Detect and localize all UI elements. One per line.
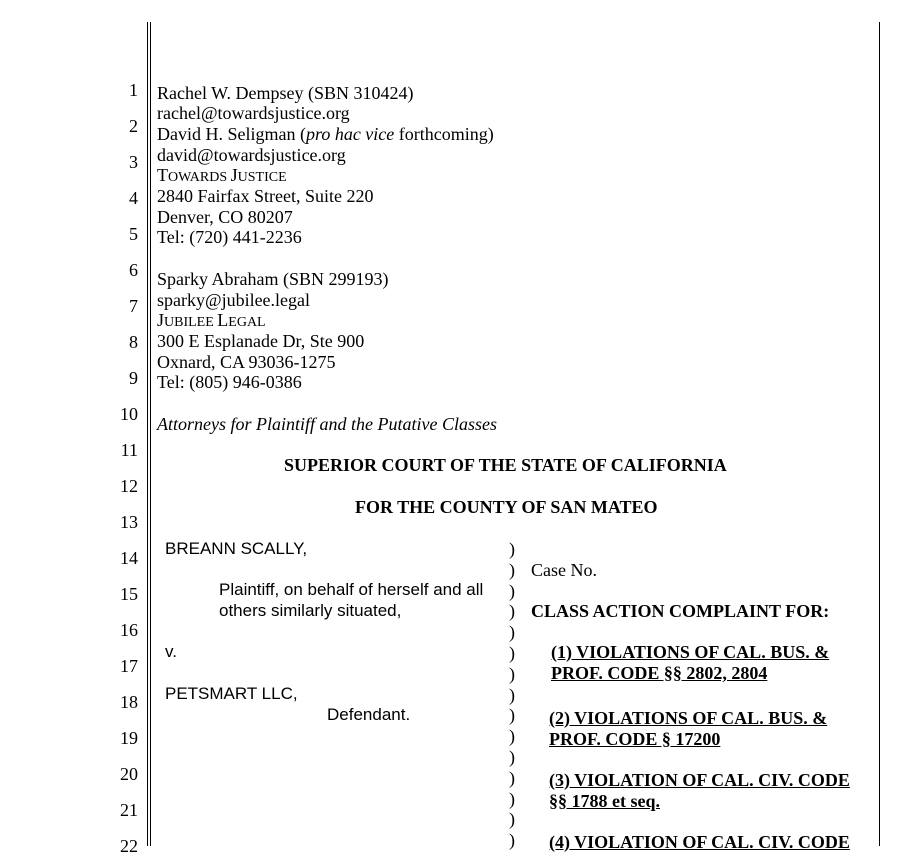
paren: ) [509,684,515,705]
line-number: 19 [120,728,138,748]
line-number: 12 [120,476,138,496]
attorneys-for: Attorneys for Plaintiff and the Putative Classes [157,414,497,434]
attorney-name [157,124,494,144]
firm-name [157,165,287,188]
claim-item: (3) VIOLATION OF CAL. CIV. CODE [549,770,850,790]
claim-item: (4) VIOLATION OF CAL. CIV. CODE [549,832,850,852]
paren: ) [509,747,515,767]
paren: ) [509,539,515,559]
defendant-name: PETSMART LLC, [165,684,298,703]
court-county: FOR THE COUNTY OF SAN MATEO [355,497,658,517]
line-number: 17 [120,656,138,676]
firm-city: Oxnard, CA 93036-1275 [157,352,336,372]
paren: ) [509,663,515,684]
line-number: 13 [120,512,138,532]
paren: ) [509,601,515,622]
paren: ) [509,809,515,830]
attorney-name-text: David H. Seligman ( [157,124,306,144]
claim-item: PROF. CODE § 17200 [549,729,721,749]
case-number-label: Case No. [531,560,597,580]
plaintiff-role: Plaintiff, on behalf of herself and all [219,580,484,599]
claim-item: (2) VIOLATIONS OF CAL. BUS. & [549,708,828,728]
firm-city: Denver, CO 80207 [157,207,293,227]
line-number: 18 [120,692,138,712]
firm-phone: Tel: (805) 946-0386 [157,372,302,392]
paren: ) [509,705,515,726]
firm-name-part: EGAL [228,315,266,330]
claim-item: PROF. CODE §§ 2802, 2804 [551,663,768,683]
claim-item: (1) VIOLATIONS OF CAL. BUS. & [551,642,830,662]
plaintiff-role: others similarly situated, [219,601,402,620]
firm-address: 300 E Esplanade Dr, Ste 900 [157,331,365,351]
line-number: 9 [129,368,138,388]
line-number: 8 [129,332,138,352]
paren: ) [509,788,515,809]
line-number: 21 [120,800,138,820]
firm-name-part: J [157,310,165,330]
firm-name-part: USTICE [237,170,287,185]
paren: ) [509,559,515,580]
line-number: 22 [120,836,138,856]
attorney-email: david@towardsjustice.org [157,145,346,165]
firm-name [157,310,266,333]
line-number: 4 [129,188,138,208]
line-number: 20 [120,764,138,784]
line-number: 1 [129,80,138,100]
line-number: 15 [120,584,138,604]
complaint-title: CLASS ACTION COMPLAINT FOR: [531,601,830,621]
firm-name-part: L [217,310,229,330]
paren: ) [509,643,515,663]
line-number: 6 [129,260,138,280]
versus: v. [165,642,177,661]
paren: ) [509,830,515,851]
attorney-name: Sparky Abraham (SBN 299193) [157,269,389,289]
right-margin-rule [879,22,880,846]
firm-name-part: T [157,165,168,185]
line-number: 16 [120,620,138,640]
firm-name-part: OWARDS [168,170,231,185]
claim-item: §§ 1788 et seq. [549,791,660,811]
pro-hac-vice-text: pro hac vice [305,124,395,144]
line-number: 5 [129,224,138,244]
line-number: 14 [120,548,138,568]
paren: ) [509,580,515,601]
firm-name-part: J [230,165,238,185]
court-name: SUPERIOR COURT OF THE STATE OF CALIFORNIA [284,455,727,475]
attorney-email: rachel@towardsjustice.org [157,103,350,123]
plaintiff-name: BREANN SCALLY, [165,539,308,558]
left-margin-rule-inner [150,22,151,846]
firm-address: 2840 Fairfax Street, Suite 220 [157,186,374,206]
firm-name-part: UBILEE [164,315,218,330]
line-number: 2 [129,116,138,136]
attorney-name-tail: forthcoming) [394,124,494,144]
firm-phone: Tel: (720) 441-2236 [157,227,302,247]
left-margin-rule-outer [147,22,148,846]
attorney-name: Rachel W. Dempsey (SBN 310424) [157,83,414,103]
paren: ) [509,726,515,747]
line-number: 11 [120,440,138,460]
line-number: 10 [120,404,138,424]
paren: ) [509,767,515,788]
line-number: 3 [129,152,138,172]
attorney-email: sparky@jubilee.legal [157,290,311,310]
paren: ) [509,622,515,643]
defendant-role: Defendant. [327,705,411,724]
line-number: 7 [129,296,138,316]
